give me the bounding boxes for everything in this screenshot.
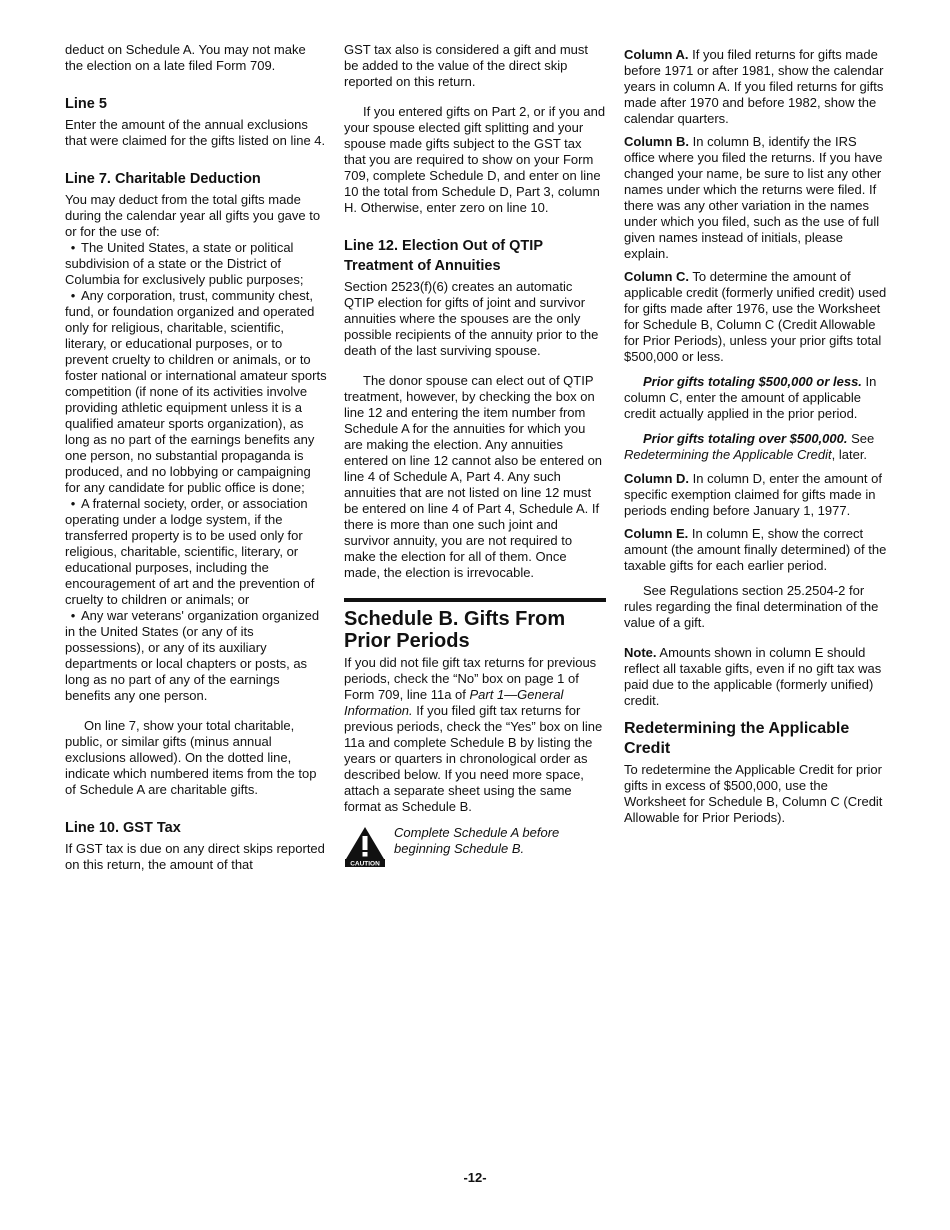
column-e-text: Column E. In column E, show the correct amount (the amount finally determined) of the taxable gifts for each earlier period. <box>624 526 887 573</box>
line12-paragraph-2: The donor spouse can elect out of QTIP treatment, however, by checking the box on line 12 and entering the item number from Schedule A for the annuities for which you are making the election. Any annuities entered on line 12 cannot also be entered on line 4 of Schedule A, Part 4. Any such annuities that are not listed on line 12 must be entered on line 4 of Part 4, Schedule A. If there is more than one such joint and survivor annuity, you are not required to make the election for all of them. Once made, the election is irrevocable. <box>344 373 603 580</box>
column-left <box>65 42 327 873</box>
note-text: Note. Amounts shown in column E should reflect all taxable gifts, even if no gift tax was paid due to the applicable (formerly unified) credit. <box>624 645 882 708</box>
list-item: • A fraternal society, order, or association operating under a lodge system, if the transferred property is to be used only for religious, charitable, scientific, literary, or educational purposes, including the encouragement of art and the prevention of cruelty to children or animals; or <box>65 496 327 608</box>
line10-heading: Line 10. GST Tax <box>65 820 181 836</box>
line12-text: Section 2523(f)(6) creates an automatic QTIP election for gifts of joint and survivor annuities where the spouses are the only possible recipients of the annuity prior to the death of the last surviving spouse. <box>344 279 599 358</box>
caution-note <box>344 825 606 867</box>
redetermining-heading: Redetermining the Applicable Credit <box>624 720 850 757</box>
part2-text: If you entered gifts on Part 2, or if you and your spouse elected gift splitting and your spouse made gifts subject to the GST tax that you are required to show on your Form 709, complete Schedule D, and enter on line 10 the total from Schedule D, Part 3, column H. Otherwise, enter zero on line 10. <box>344 104 606 215</box>
column-right <box>624 42 888 826</box>
caution-text: Complete Schedule A before beginning Schedule B. <box>394 825 560 856</box>
election-text: deduct on Schedule A. You may not make the election on a late filed Form 709. <box>65 42 306 73</box>
schedule-b-heading: Schedule B. Gifts From Prior Periods <box>344 608 566 652</box>
regulations-text: See Regulations section 25.2504-2 for rules regarding the final determination of the value of a gift. <box>624 583 879 630</box>
column-e-heading: Column E. <box>624 526 689 541</box>
gst-text: GST tax also is considered a gift and must be added to the value of the direct skip reported on this return. <box>344 42 588 89</box>
caution-icon <box>344 825 386 867</box>
redetermining-text: To redetermine the Applicable Credit for prior gifts in excess of $500,000, use the Worksheet for Schedule B, Column C (Credit Allowable for Prior Periods). <box>624 762 883 825</box>
list-item: • Any corporation, trust, community chest, fund, or foundation organized and operated only for religious, charitable, scientific, literary, or educational purposes, or to prevent cruelty to children or animals, or to foster national or international amateur sports competition (if none of its activities involve providing athletic equipment unless it is a qualified amateur sports organization), as long as no part of the earnings benefits any one person, no substantial propaganda is produced, and no lobbying or campaigning for any candidate for public office is done; <box>65 288 327 496</box>
column-middle <box>344 42 606 867</box>
section-rule <box>344 598 606 602</box>
column-d-heading: Column D. <box>624 471 689 486</box>
column-b-text: Column B. In column B, identify the IRS office where you filed the returns. If you have changed your name, be sure to list any other names under which the returns were filed. If there was any other variation in the names under which you filed, such as the use of full given names instead of initials, please explain. <box>624 134 883 261</box>
note-heading: Note. <box>624 645 657 660</box>
column-d-text: Column D. In column D, enter the amount of specific exemption claimed for gifts made in periods ending before January 1, 1977. <box>624 471 882 518</box>
line5-text: Enter the amount of the annual exclusions that were claimed for the gifts listed on line 4. <box>65 117 326 148</box>
prior-gifts-over-text: Prior gifts totaling over $500,000. See Redetermining the Applicable Credit, later. <box>624 431 875 462</box>
line7-text: You may deduct from the total gifts made during the calendar year all gifts you gave to or for the use of: <box>65 192 321 239</box>
page-number: -12- <box>463 1170 487 1185</box>
list-item: • Any war veterans' organization organized in the United States (or any of its possessions), or any of its auxiliary departments or local chapters or posts, as long as no part of any of the earnings benefits any one person. <box>65 608 327 704</box>
line7-heading: Line 7. Charitable Deduction <box>65 171 261 187</box>
column-a-text: Column A. If you filed returns for gifts made before 1971 or after 1981, show the calendar years in column A. If you filed returns for gifts made after 1970 and before 1982, show the calendar quarters. <box>624 47 884 126</box>
column-c-text: Column C. To determine the amount of applicable credit (formerly unified credit) used for gifts made after 1976, use the Worksheet for Schedule B, Column C (Credit Allowable for Prior Periods), unless your prior gifts total $500,000 or less. <box>624 269 887 364</box>
line10-text: If GST tax is due on any direct skips reported on this return, the amount of that <box>65 841 325 872</box>
column-c-heading: Column C. <box>624 269 689 284</box>
column-a-heading: Column A. <box>624 47 689 62</box>
line12-heading: Line 12. Election Out of QTIP Treatment of Annuities <box>344 238 543 274</box>
svg-text:CAUTION: CAUTION <box>350 860 380 867</box>
schedule-b-text: If you did not file gift tax returns for previous periods, check the “No” box on page 1 of Form 709, line 11a of Part 1—General Information. If you filed gift tax returns for previous periods, check the “Yes” box on line 11a and complete Schedule B by listing the years or quarters in chronological order as described below. If you need more space, attach a separate sheet using the same format as Schedule B. <box>344 655 603 814</box>
line7-paragraph-2: On line 7, show your total charitable, public, or similar gifts (minus annual exclusions allowed). On the dotted line, indicate which numbered items from the top of Schedule A are charitable gifts. <box>65 718 317 797</box>
list-item: • The United States, a state or political subdivision of a state or the District of Columbia for exclusively public purposes; <box>65 240 327 288</box>
prior-gifts-less-text: Prior gifts totaling $500,000 or less. In column C, enter the amount of applicable credit actually applied in the prior period. <box>624 374 877 421</box>
line5-heading: Line 5 <box>65 96 107 112</box>
column-b-heading: Column B. <box>624 134 689 149</box>
